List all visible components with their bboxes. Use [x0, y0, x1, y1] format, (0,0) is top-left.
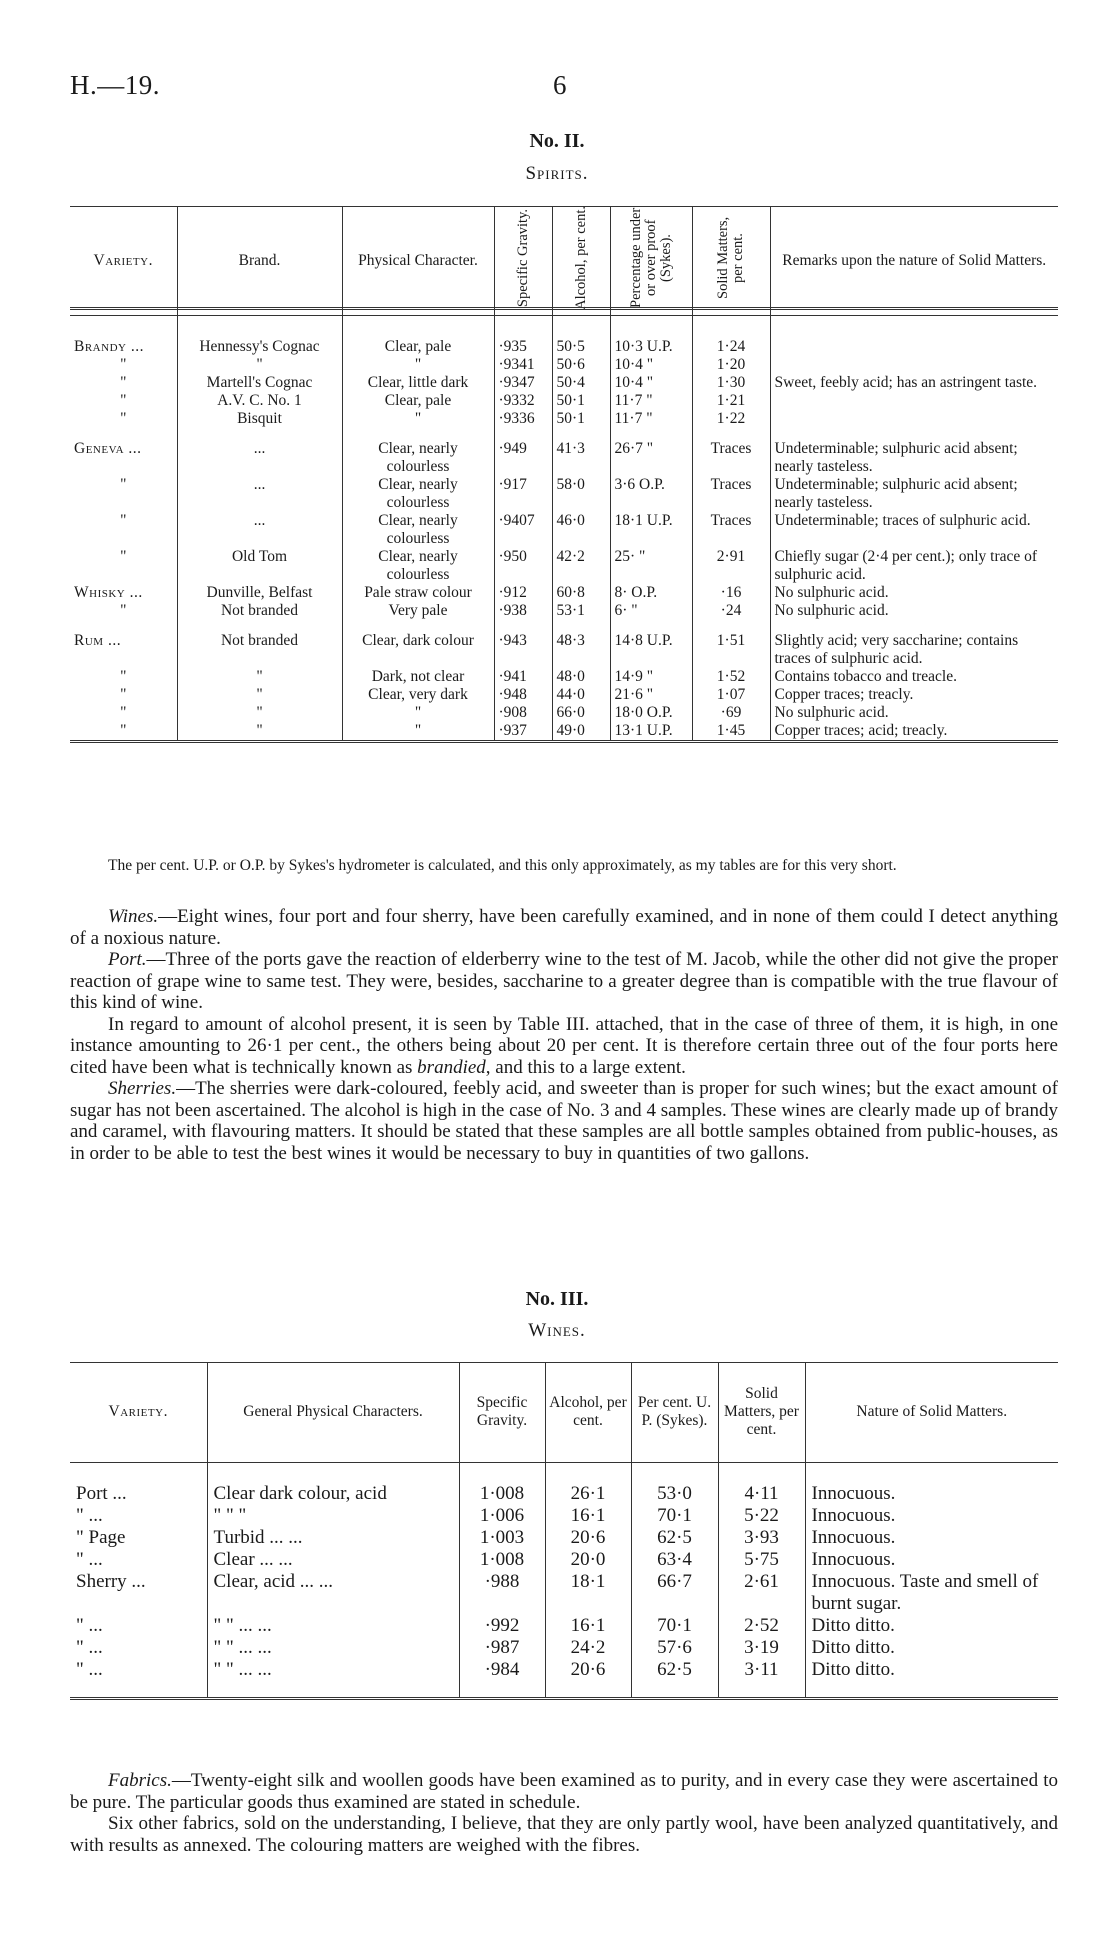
wines-row: [70, 1505, 1058, 1527]
spirits-row: [70, 410, 1058, 428]
spirits-row: [70, 338, 1058, 356]
proof-cell: 18·0 O.P.: [610, 704, 692, 722]
spirits-row: [70, 512, 1058, 548]
variety-cell: " ...: [70, 1615, 207, 1637]
spirits-table-title: Spirits.: [525, 163, 589, 184]
alcohol-cell: 50·4: [552, 374, 610, 392]
character-cell: ": [342, 410, 494, 428]
character-cell: " " ": [207, 1505, 459, 1527]
port-paragraph: Port.—Three of the ports gave the reaction of elderberry wine to the test of M. Jacob, while the other did not give the proper reaction of grape wine to same test. They were, besides, saccharine to a greater degree than is compatible with the true flavour of this kind of wine.: [70, 949, 1058, 1013]
remarks-cell: [770, 338, 1058, 356]
gravity-cell: 1·008: [459, 1483, 545, 1505]
variety-cell: Rum ...: [70, 632, 177, 668]
brand-cell: Not branded: [177, 602, 342, 620]
alcohol-cell: 58·0: [552, 476, 610, 512]
gravity-cell: ·987: [459, 1637, 545, 1659]
variety-cell: ": [70, 668, 177, 686]
wines-row: [70, 1659, 1058, 1681]
wines-table: [70, 1362, 1058, 1697]
spirits-row: [70, 548, 1058, 584]
solids-cell: 3·19: [718, 1637, 805, 1659]
alcohol-cell: 20·6: [545, 1659, 631, 1681]
gravity-cell: ·943: [494, 632, 552, 668]
port-label: Port.: [108, 949, 147, 970]
alcohol-cell: 46·0: [552, 512, 610, 548]
remarks-cell: Slightly acid; very saccharine; contains traces of sulphuric acid.: [774, 632, 1019, 667]
brand-cell: Martell's Cognac: [177, 374, 342, 392]
character-cell: Clear, nearly colourless: [342, 512, 494, 548]
gravity-cell: ·992: [459, 1615, 545, 1637]
variety-cell: Whisky ...: [70, 584, 177, 602]
proof-cell: 8· O.P.: [610, 584, 692, 602]
solids-cell: 2·52: [718, 1615, 805, 1637]
brand-cell: ": [177, 704, 342, 722]
brand-cell: ": [177, 686, 342, 704]
alcohol-cell: 20·0: [545, 1549, 631, 1571]
spirits-row: [70, 374, 1058, 392]
wines-row: [70, 1637, 1058, 1659]
alcohol-cell: 50·6: [552, 356, 610, 374]
fabrics-label: Fabrics.: [108, 1770, 172, 1791]
spirits-row: [70, 704, 1058, 722]
spirits-row: [70, 686, 1058, 704]
wines-row: [70, 1527, 1058, 1549]
column-header: General Physical Characters.: [207, 1362, 459, 1463]
brand-cell: ...: [177, 440, 342, 476]
proof-cell: 18·1 U.P.: [610, 512, 692, 548]
gravity-cell: ·9347: [494, 374, 552, 392]
alcohol-cell: 24·2: [545, 1637, 631, 1659]
proof-cell: 6· ": [610, 602, 692, 620]
variety-cell: " ...: [70, 1659, 207, 1681]
solids-cell: 1·07: [692, 686, 770, 704]
proof-cell: 13·1 U.P.: [610, 722, 692, 740]
alcohol-cell: 66·0: [552, 704, 610, 722]
spirits-table-number: No. II.: [529, 130, 585, 152]
alcohol-cell: 20·6: [545, 1527, 631, 1549]
fabrics-paragraphs: [70, 1770, 1058, 1856]
solids-cell: ·24: [692, 602, 770, 620]
fabrics-paragraph: Fabrics.—Twenty-eight silk and woollen goods have been examined as to purity, and in every case they were ascertained to be pure. The particular goods thus examined are stated in schedule.: [70, 1770, 1058, 1813]
solids-cell: ·69: [692, 704, 770, 722]
gravity-cell: ·950: [494, 548, 552, 584]
alcohol-cell: 48·3: [552, 632, 610, 668]
brand-cell: Bisquit: [177, 410, 342, 428]
wines-paragraphs: [70, 906, 1058, 1164]
sherries-paragraph: Sherries.—The sherries were dark-coloured, feebly acid, and sweeter than is proper for such wines; but the exact amount of sugar has not been ascertained. The alcohol is high in the case of No. 3 and 4 samples. These wines are clearly made up of brandy and caramel, with flavouring matters. It should be stated that these samples are all bottle samples obtained from public-houses, as in order to be able to test the best wines it would be necessary to buy in quantities of two gallons.: [70, 1078, 1058, 1164]
gravity-cell: 1·003: [459, 1527, 545, 1549]
up-cell: 57·6: [631, 1637, 718, 1659]
six-fabrics-paragraph: Six other fabrics, sold on the understanding, I believe, that they are only partly wool, have been analyzed quantitatively, and with results as annexed. The colouring matters are weighed with the fibres.: [70, 1813, 1058, 1856]
up-cell: 62·5: [631, 1527, 718, 1549]
wines-table-title: Wines.: [528, 1320, 586, 1341]
variety-cell: ": [70, 476, 177, 512]
character-cell: " " ... ...: [207, 1659, 459, 1681]
solids-cell: 5·75: [718, 1549, 805, 1571]
character-cell: ": [342, 722, 494, 740]
alcohol-cell: 50·1: [552, 392, 610, 410]
column-header: Specific Gravity.: [514, 208, 531, 308]
gravity-cell: ·9341: [494, 356, 552, 374]
character-cell: Dark, not clear: [342, 668, 494, 686]
column-header: Solid Matters, per cent.: [718, 1362, 805, 1463]
character-cell: Clear, nearly colourless: [342, 440, 494, 476]
remarks-cell: Chiefly sugar (2·4 per cent.); only trace of sulphuric acid.: [774, 548, 1038, 583]
alcohol-cell: 44·0: [552, 686, 610, 704]
proof-cell: 3·6 O.P.: [610, 476, 692, 512]
proof-cell: 10·4 ": [610, 356, 692, 374]
alcohol-cell: 60·8: [552, 584, 610, 602]
brand-cell: ": [177, 356, 342, 374]
sherries-label: Sherries.: [108, 1078, 177, 1099]
page-number: 6: [553, 70, 567, 100]
gravity-cell: ·941: [494, 668, 552, 686]
remarks-cell: Copper traces; acid; treacly.: [774, 722, 948, 739]
gravity-cell: ·948: [494, 686, 552, 704]
alcohol-cell: 18·1: [545, 1571, 631, 1615]
solids-cell: Traces: [692, 440, 770, 476]
solids-cell: 1·30: [692, 374, 770, 392]
remarks-cell: Undeterminable; traces of sulphuric acid.: [774, 512, 1031, 529]
column-header: Brand.: [177, 206, 342, 316]
gravity-cell: ·935: [494, 338, 552, 356]
character-cell: Clear ... ...: [207, 1549, 459, 1571]
document-reference: H.—19.: [70, 70, 160, 100]
wines-header-row: [70, 1362, 1058, 1463]
character-cell: Clear, dark colour: [342, 632, 494, 668]
gravity-cell: ·938: [494, 602, 552, 620]
remarks-cell: No sulphuric acid.: [774, 584, 889, 601]
character-cell: Clear, nearly colourless: [342, 476, 494, 512]
solids-cell: 1·24: [692, 338, 770, 356]
spirits-table: [70, 206, 1058, 740]
gravity-cell: ·988: [459, 1571, 545, 1615]
gravity-cell: 1·008: [459, 1549, 545, 1571]
column-header: Nature of Solid Matters.: [805, 1362, 1058, 1463]
nature-cell: Innocuous.: [811, 1549, 896, 1570]
solids-cell: 5·22: [718, 1505, 805, 1527]
up-cell: 70·1: [631, 1505, 718, 1527]
proof-cell: 26·7 ": [610, 440, 692, 476]
up-cell: 63·4: [631, 1549, 718, 1571]
alcohol-cell: 50·1: [552, 410, 610, 428]
character-cell: Clear, very dark: [342, 686, 494, 704]
solids-cell: 2·61: [718, 1571, 805, 1615]
variety-cell: " Page: [70, 1527, 207, 1549]
up-cell: 70·1: [631, 1615, 718, 1637]
spirits-row: [70, 440, 1058, 476]
character-cell: Pale straw colour: [342, 584, 494, 602]
wines-row: [70, 1615, 1058, 1637]
character-cell: Clear, acid ... ...: [207, 1571, 459, 1615]
column-header: Solid Matters, per cent.: [715, 216, 746, 300]
solids-cell: 1·21: [692, 392, 770, 410]
proof-cell: 14·8 U.P.: [610, 632, 692, 668]
alcohol-cell: 42·2: [552, 548, 610, 584]
variety-cell: Brandy ...: [70, 338, 177, 356]
solids-cell: 1·52: [692, 668, 770, 686]
column-header: Specific Gravity.: [459, 1362, 545, 1463]
up-cell: 53·0: [631, 1483, 718, 1505]
solids-cell: 3·11: [718, 1659, 805, 1681]
nature-cell: Innocuous. Taste and smell of burnt sugar.: [811, 1571, 1039, 1614]
character-cell: " " ... ...: [207, 1615, 459, 1637]
remarks-cell: No sulphuric acid.: [774, 602, 889, 619]
alcohol-cell: 26·1: [545, 1483, 631, 1505]
character-cell: " " ... ...: [207, 1637, 459, 1659]
proof-cell: 10·3 U.P.: [610, 338, 692, 356]
spirits-row: [70, 632, 1058, 668]
gravity-cell: ·937: [494, 722, 552, 740]
spirits-row: [70, 476, 1058, 512]
character-cell: ": [342, 704, 494, 722]
column-header: Per cent. U. P. (Sykes).: [631, 1362, 718, 1463]
wines-paragraph: Wines.—Eight wines, four port and four sherry, have been carefully examined, and in none of them could I detect anything of a noxious nature.: [70, 906, 1058, 949]
gravity-cell: 1·006: [459, 1505, 545, 1527]
column-header: Variety.: [70, 1362, 207, 1463]
gravity-cell: ·912: [494, 584, 552, 602]
nature-cell: Ditto ditto.: [811, 1659, 895, 1680]
column-header: Alcohol, per cent.: [572, 206, 589, 310]
variety-cell: ": [70, 374, 177, 392]
solids-cell: 1·20: [692, 356, 770, 374]
remarks-cell: [770, 392, 1058, 410]
column-header: Variety.: [70, 206, 177, 316]
solids-cell: 4·11: [718, 1483, 805, 1505]
alcohol-cell: 53·1: [552, 602, 610, 620]
brand-cell: Hennessy's Cognac: [177, 338, 342, 356]
column-header: Percentage under or over proof (Sykes).: [627, 207, 674, 309]
remarks-cell: Contains tobacco and treacle.: [774, 668, 957, 685]
solids-cell: ·16: [692, 584, 770, 602]
alcohol-cell: 50·5: [552, 338, 610, 356]
spirits-row: [70, 602, 1058, 620]
gravity-cell: ·9407: [494, 512, 552, 548]
character-cell: Clear dark colour, acid: [207, 1483, 459, 1505]
alcohol-cell: 41·3: [552, 440, 610, 476]
nature-cell: Ditto ditto.: [811, 1637, 895, 1658]
variety-cell: " ...: [70, 1637, 207, 1659]
variety-cell: ": [70, 392, 177, 410]
column-header: Remarks upon the nature of Solid Matters.: [770, 206, 1058, 316]
column-header: Physical Character.: [342, 206, 494, 316]
brand-cell: Old Tom: [177, 548, 342, 584]
variety-cell: Sherry ...: [70, 1571, 207, 1615]
brand-cell: Not branded: [177, 632, 342, 668]
solids-cell: 1·45: [692, 722, 770, 740]
variety-cell: " ...: [70, 1505, 207, 1527]
brand-cell: Dunville, Belfast: [177, 584, 342, 602]
remarks-cell: Copper traces; treacly.: [774, 686, 914, 703]
variety-cell: ": [70, 722, 177, 740]
proof-cell: 25· ": [610, 548, 692, 584]
wines-label: Wines.: [108, 906, 159, 927]
variety-cell: ": [70, 512, 177, 548]
spirits-footnote: The per cent. U.P. or O.P. by Sykes's hydrometer is calculated, and this only approximately, as my tables are for this very short.: [108, 857, 897, 874]
remarks-cell: No sulphuric acid.: [774, 704, 889, 721]
up-cell: 66·7: [631, 1571, 718, 1615]
alcohol-cell: 48·0: [552, 668, 610, 686]
proof-cell: 11·7 ": [610, 392, 692, 410]
solids-cell: Traces: [692, 512, 770, 548]
variety-cell: Geneva ...: [70, 440, 177, 476]
spirits-header-row: [70, 206, 1058, 316]
proof-cell: 14·9 ": [610, 668, 692, 686]
column-header: Alcohol, per cent.: [545, 1362, 631, 1463]
solids-cell: 1·51: [692, 632, 770, 668]
brand-cell: A.V. C. No. 1: [177, 392, 342, 410]
wines-row: [70, 1483, 1058, 1505]
up-cell: 62·5: [631, 1659, 718, 1681]
spirits-row: [70, 584, 1058, 602]
brand-cell: ": [177, 668, 342, 686]
nature-cell: Innocuous.: [811, 1527, 896, 1548]
character-cell: Clear, nearly colourless: [342, 548, 494, 584]
variety-cell: ": [70, 686, 177, 704]
solids-cell: 3·93: [718, 1527, 805, 1549]
character-cell: Clear, little dark: [342, 374, 494, 392]
proof-cell: 10·4 ": [610, 374, 692, 392]
remarks-cell: [770, 356, 1058, 374]
gravity-cell: ·9332: [494, 392, 552, 410]
remarks-cell: Sweet, feebly acid; has an astringent taste.: [774, 374, 1038, 391]
variety-cell: ": [70, 410, 177, 428]
character-cell: Clear, pale: [342, 338, 494, 356]
wines-row: [70, 1571, 1058, 1615]
spirits-row: [70, 356, 1058, 374]
solids-cell: 2·91: [692, 548, 770, 584]
variety-cell: ": [70, 356, 177, 374]
proof-cell: 21·6 ": [610, 686, 692, 704]
brand-cell: ...: [177, 512, 342, 548]
spirits-row: [70, 668, 1058, 686]
variety-cell: ": [70, 602, 177, 620]
variety-cell: " ...: [70, 1549, 207, 1571]
brand-cell: ...: [177, 476, 342, 512]
character-cell: ": [342, 356, 494, 374]
alcohol-cell: 16·1: [545, 1615, 631, 1637]
brand-cell: ": [177, 722, 342, 740]
variety-cell: Port ...: [70, 1483, 207, 1505]
character-cell: Very pale: [342, 602, 494, 620]
alcohol-paragraph: In regard to amount of alcohol present, it is seen by Table III. attached, that in the case of three of them, it is high, in one instance amounting to 26·1 per cent., the others being about 20 per cent. It is therefore certain three out of the four ports here cited have been what is technically known as brandied, and this to a large extent.: [70, 1013, 1058, 1078]
character-cell: Clear, pale: [342, 392, 494, 410]
alcohol-cell: 49·0: [552, 722, 610, 740]
remarks-cell: Undeterminable; sulphuric acid absent; nearly tasteless.: [774, 440, 1018, 475]
variety-cell: ": [70, 548, 177, 584]
nature-cell: Ditto ditto.: [811, 1615, 895, 1636]
gravity-cell: ·908: [494, 704, 552, 722]
spirits-row: [70, 722, 1058, 740]
character-cell: Turbid ... ...: [207, 1527, 459, 1549]
nature-cell: Innocuous.: [811, 1483, 896, 1504]
gravity-cell: ·9336: [494, 410, 552, 428]
proof-cell: 11·7 ": [610, 410, 692, 428]
wines-row: [70, 1549, 1058, 1571]
gravity-cell: ·917: [494, 476, 552, 512]
nature-cell: Innocuous.: [811, 1505, 896, 1526]
remarks-cell: [770, 410, 1058, 428]
variety-cell: ": [70, 704, 177, 722]
alcohol-cell: 16·1: [545, 1505, 631, 1527]
solids-cell: 1·22: [692, 410, 770, 428]
gravity-cell: ·949: [494, 440, 552, 476]
solids-cell: Traces: [692, 476, 770, 512]
gravity-cell: ·984: [459, 1659, 545, 1681]
wines-table-number: No. III.: [525, 1288, 589, 1310]
remarks-cell: Undeterminable; sulphuric acid absent; nearly tasteless.: [774, 476, 1018, 511]
spirits-row: [70, 392, 1058, 410]
